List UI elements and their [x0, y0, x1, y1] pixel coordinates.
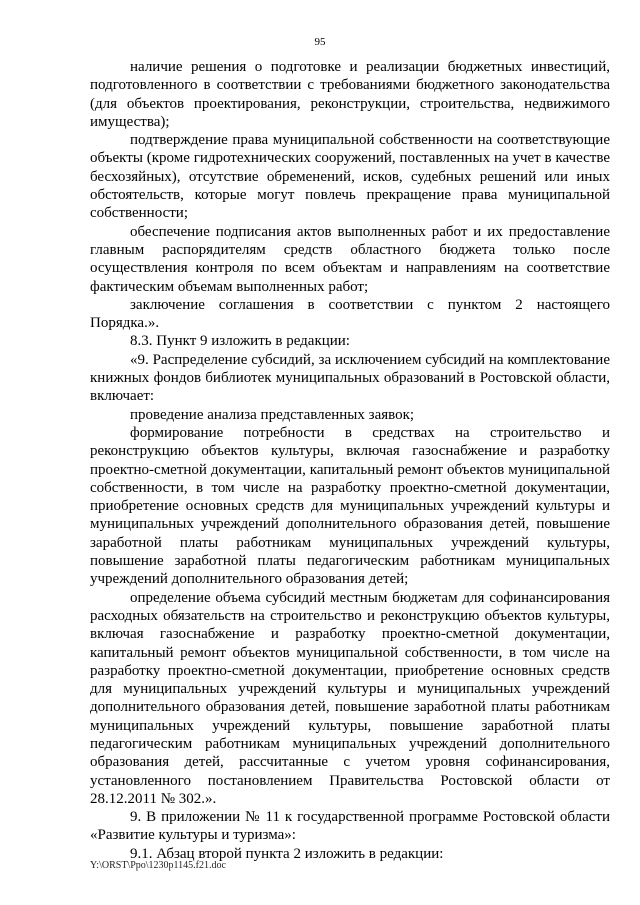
footer-file-path: Y:\ORST\Ppo\1230p1145.f21.doc — [90, 860, 226, 871]
paragraph: наличие решения о подготовке и реализации бюджетных инвестиций, подготовленного в соответствии с требованиями бюджетного законодательства (для объектов проектирования, реконструкции, строительства, недвижимого имущества); — [90, 59, 610, 130]
section-heading: 8.3. Пункт 9 изложить в редакции: — [130, 333, 350, 350]
paragraph: заключение соглашения в соответствии с пунктом 2 настоящего Порядка.». — [90, 296, 610, 332]
paragraph: проведение анализа представленных заявок; — [130, 406, 415, 423]
paragraph: определение объема субсидий местным бюджетам для софинансирования расходных обязательств на строительство и реконструкцию объектов культуры, включая газоснабжение и разработку проектно-сметной документации, капитальный ремонт объектов муниципальной собственности, в том числе на разработку проектно-сметной документации, приобретение основных средств для муниципальных учреждений культуры и муниципальных учреждений дополнительного образования детей, повышение заработной платы работникам муниципальных учреждений культуры, повышение заработной платы педагогическим работникам муниципальных учреждений дополнительного образования детей, рассчитанные с учетом уровня софинансирования, установленного постановлением Правительства Ростовской области от 28.12.2011 № 302.». — [90, 589, 610, 807]
paragraph: обеспечение подписания актов выполненных работ и их предоставление главным распорядителям средств областного бюджета только после осуществления контроля по всем объектам и направлениям на соответствие фактическим объемам выполненных работ; — [90, 223, 610, 295]
section-heading: 9.1. Абзац второй пункта 2 изложить в редакции: — [130, 845, 444, 862]
paragraph: «9. Распределение субсидий, за исключением субсидий на комплектование книжных фондов библиотек муниципальных образований в Ростовской области, включает: — [90, 351, 610, 405]
document-body — [90, 58, 610, 863]
paragraph: подтверждение права муниципальной собственности на соответствующие объекты (кроме гидротехнических сооружений, поставленных на учет в качестве бесхозяйных), отсутствие обременений, исков, судебных решений или иных обстоятельств, которые могут повлечь прекращение права муниципальной собственности; — [90, 132, 610, 222]
section-heading: 9. В приложении № 11 к государственной программе Ростовской области «Развитие культуры и туризма»: — [90, 809, 610, 844]
page-number: 95 — [314, 36, 326, 48]
paragraph: формирование потребности в средствах на строительство и реконструкцию объектов культуры, включая газоснабжение и разработку проектно-сметной документации, капитальный ремонт объектов муниципальной собственности, в том числе на разработку проектно-сметной документации, приобретение основных средств для муниципальных учреждений культуры и муниципальных учреждений дополнительного образования детей, повышение заработной платы работникам муниципальных учреждений культуры, повышение заработной платы педагогическим работникам муниципальных учреждений дополнительного образования детей; — [90, 424, 610, 588]
